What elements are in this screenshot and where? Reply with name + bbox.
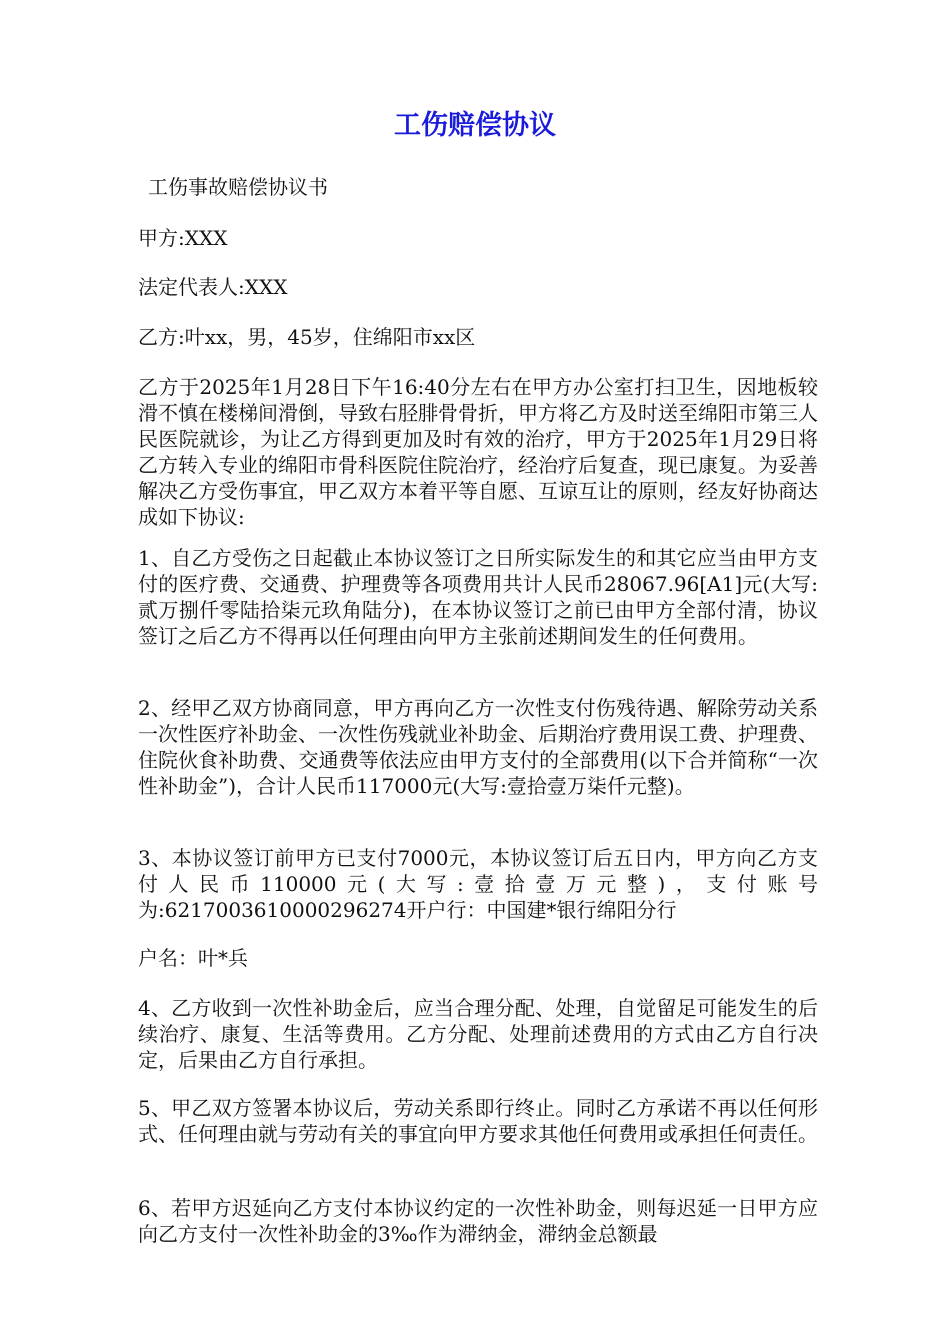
document-title: 工伤赔偿协议 (394, 110, 556, 141)
clause-4-paragraph: 4、乙方收到一次性补助金后，应当合理分配、处理，自觉留足可能发生的后续治疗、康复、生活等费用。乙方分配、处理前述费用的方式由乙方自行决定，后果由乙方自行承担。 (138, 996, 818, 1072)
account-name-line: 户名：叶*兵 (138, 946, 248, 970)
clause-2-paragraph: 2、经甲乙双方协商同意，甲方再向乙方一次性支付伤残待遇、解除劳动关系一次性医疗补助金、一次性伤残就业补助金、后期治疗费用误工费、护理费、住院伙食补助费、交通费等依法应由甲方支付的全部费用(以下合并简称“一次性补助金”)，合计人民币117000元(大写:壹拾壹万柒仟元整)。 (138, 696, 818, 798)
clause-1-paragraph: 1、自乙方受伤之日起截止本协议签订之日所实际发生的和其它应当由甲方支付的医疗费、交通费、护理费等各项费用共计人民币28067.96[A1]元(大写:贰万捌仟零陆拾柒元玖角陆分)，在本协议签订之前已由甲方全部付清，协议签订之后乙方不得再以任何理由向甲方主张前述期间发生的任何费用。 (138, 546, 818, 648)
clause-6-paragraph: 6、若甲方迟延向乙方支付本协议约定的一次性补助金，则每迟延一日甲方应向乙方支付一次性补助金的3‰作为滞纳金，滞纳金总额最 (138, 1196, 818, 1246)
party-a-line: 甲方:XXX (138, 226, 228, 250)
legal-representative-line: 法定代表人:XXX (138, 275, 288, 299)
clause-3-paragraph: 3、本协议签订前甲方已支付7000元，本协议签订后五日内，甲方向乙方支付人民币110000元(大写:壹拾壹万元整)，支付账号为:6217003610000296274开户行：中国建*银行绵阳分行 (138, 846, 818, 922)
document-subtitle: 工伤事故赔偿协议书 (148, 175, 328, 199)
clause-5-paragraph: 5、甲乙双方签署本协议后，劳动关系即行终止。同时乙方承诺不再以任何形式、任何理由就与劳动有关的事宜向甲方要求其他任何费用或承担任何责任。 (138, 1096, 818, 1146)
intro-paragraph: 乙方于2025年1月28日下午16:40分左右在甲方办公室打扫卫生，因地板较滑不慎在楼梯间滑倒，导致右胫腓骨骨折，甲方将乙方及时送至绵阳市第三人民医院就诊，为让乙方得到更加及时有效的治疗，甲方于2025年1月29日将乙方转入专业的绵阳市骨科医院住院治疗，经治疗后复查，现已康复。为妥善解决乙方受伤事宜，甲乙双方本着平等自愿、互谅互让的原则，经友好协商达成如下协议: (138, 375, 818, 529)
party-b-line: 乙方:叶xx，男，45岁，住绵阳市xx区 (138, 325, 476, 349)
